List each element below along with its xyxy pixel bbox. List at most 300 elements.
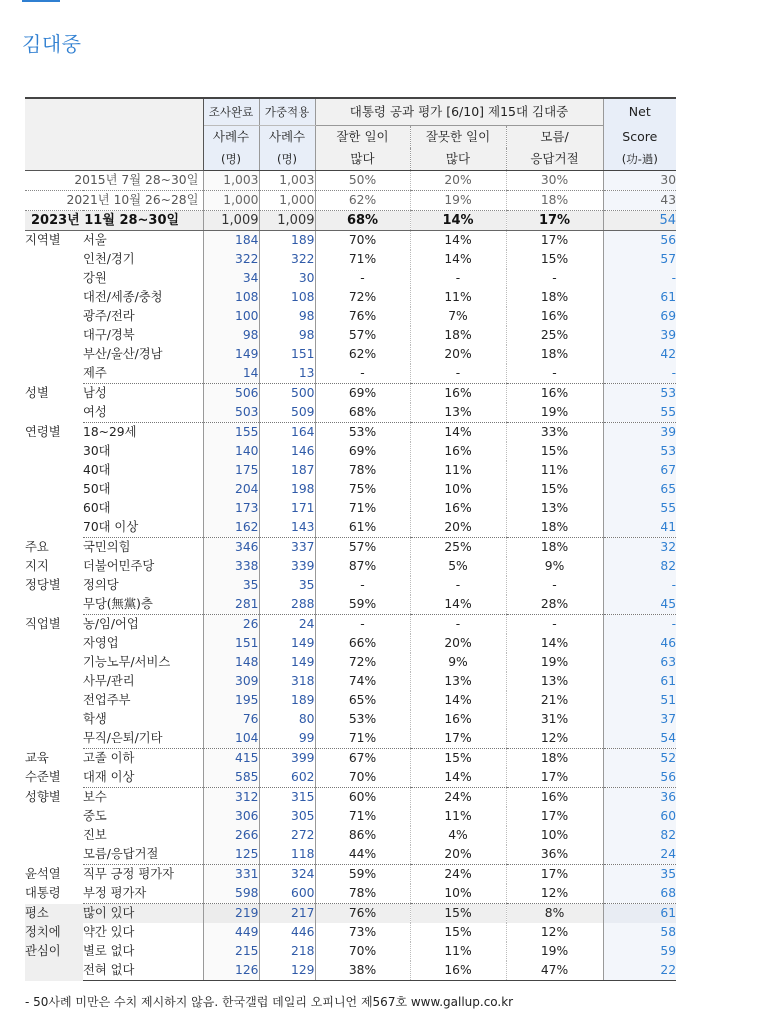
good-pct-cell: 76% — [348, 309, 377, 323]
row-label: 자영업 — [83, 636, 119, 650]
net-score-cell: - — [603, 576, 676, 595]
sample-count-cell: 585 — [203, 768, 259, 788]
net-score-cell: 61 — [603, 288, 676, 307]
good-pct-cell: 73% — [348, 925, 377, 939]
table-row — [25, 615, 676, 635]
table-row — [25, 288, 676, 307]
row-label: 70대 이상 — [83, 518, 203, 538]
group-label — [25, 865, 83, 904]
bad-pct-cell: - — [410, 364, 506, 384]
bad-pct-cell: 15% — [410, 923, 506, 942]
row-label: 진보 — [83, 828, 107, 842]
bad-pct-cell: 10% — [410, 884, 506, 904]
weighted-count-cell: 108 — [259, 288, 315, 307]
weighted-count-cell: 80 — [259, 710, 315, 729]
bad-pct-cell: 14% — [410, 231, 506, 251]
sample-count-cell: 149 — [203, 345, 259, 364]
bad-pct-cell: 20% — [410, 845, 506, 865]
weighted-count-cell: 272 — [259, 826, 315, 845]
header-n-survey-mid: 사례수 — [203, 126, 259, 149]
dk-pct-cell: 16% — [506, 307, 603, 326]
bad-pct-cell: 16% — [410, 710, 506, 729]
group-label — [25, 749, 83, 788]
group-label-line: 수준별 — [25, 769, 61, 784]
dk-pct-cell: 19% — [506, 942, 603, 961]
group-label — [25, 384, 83, 423]
header-bad-2: 많다 — [410, 148, 506, 171]
good-pct-cell: 50% — [315, 171, 410, 191]
good-pct-cell: 86% — [348, 828, 377, 842]
header-label-area — [25, 98, 203, 171]
weighted-count-cell: 322 — [259, 250, 315, 269]
group-label-line: 지지 — [25, 558, 49, 573]
good-pct-cell: 78% — [315, 884, 410, 904]
net-score-cell: 45 — [603, 595, 676, 615]
good-pct-cell: 76% — [315, 904, 410, 924]
table-row — [25, 691, 676, 710]
bad-pct-cell: 14% — [410, 423, 506, 443]
history-period-label: 2021년 10월 26~28일 — [25, 191, 203, 211]
dk-pct-cell: 18% — [506, 288, 603, 307]
header-net-1: Net — [603, 98, 676, 126]
bad-pct-cell: 15% — [410, 904, 506, 924]
sample-count-cell: 306 — [203, 807, 259, 826]
good-pct-cell: 74% — [348, 674, 377, 688]
net-score-cell: 61 — [603, 672, 676, 691]
net-score-cell: 82 — [603, 826, 676, 845]
good-pct-cell: 70% — [348, 233, 377, 247]
weighted-count-cell: 1,003 — [259, 171, 315, 191]
header-dk-1: 모름/ — [506, 126, 603, 149]
table-row — [25, 768, 676, 788]
sample-count-cell: 108 — [203, 288, 259, 307]
bad-pct-cell: 14% — [410, 768, 506, 788]
survey-table — [25, 97, 676, 981]
sample-count-cell: 338 — [203, 557, 259, 576]
sample-count-cell: 26 — [203, 615, 259, 635]
bad-pct-cell: 11% — [410, 288, 506, 307]
sample-count-cell: 155 — [203, 423, 259, 443]
row-label: 전업주부 — [83, 693, 131, 707]
dk-pct-cell: 18% — [506, 518, 603, 538]
bad-pct-cell: 16% — [410, 499, 506, 518]
sample-count-cell: 126 — [203, 961, 259, 981]
weighted-count-cell: 171 — [259, 499, 315, 518]
row-label: 농/임/어업 — [83, 617, 139, 631]
net-score-cell: 32 — [603, 538, 676, 558]
group-label-line: 정당별 — [25, 577, 61, 592]
row-label: 60대 — [83, 501, 111, 515]
weighted-count-cell: 217 — [259, 904, 315, 924]
header-dk-2: 응답거절 — [506, 148, 603, 171]
bad-pct-cell: 20% — [410, 345, 506, 364]
good-pct-cell: 75% — [348, 482, 377, 496]
table-row — [25, 961, 676, 981]
net-score-cell: 51 — [603, 691, 676, 710]
group-label-line: 성향별 — [25, 789, 61, 804]
good-pct-cell: 60% — [348, 790, 377, 804]
bad-pct-cell: 14% — [410, 250, 506, 269]
dk-pct-cell: 17% — [506, 231, 603, 251]
table-row — [25, 749, 676, 769]
net-score-cell: 55 — [603, 499, 676, 518]
net-score-cell: 39 — [603, 423, 676, 443]
header-net-3: (功-過) — [603, 148, 676, 171]
header-n-weight-top: 가중적용 — [259, 98, 315, 126]
bad-pct-cell: 24% — [410, 788, 506, 808]
table-row — [25, 634, 676, 653]
net-score-cell: 55 — [603, 403, 676, 423]
dk-pct-cell: 30% — [506, 171, 603, 191]
total-period-label: 2023년 11월 28~30일 — [25, 211, 203, 231]
table-row — [25, 576, 676, 595]
row-label: 부산/울산/경남 — [83, 347, 163, 361]
dk-pct-cell: 16% — [506, 384, 603, 404]
sample-count-cell: 331 — [203, 865, 259, 885]
good-pct-cell: 61% — [315, 518, 410, 538]
row-label: 인천/경기 — [83, 252, 135, 266]
net-score-cell: 22 — [603, 961, 676, 981]
row-label: 전혀 없다 — [83, 961, 203, 981]
net-score-cell: 63 — [603, 653, 676, 672]
dk-pct-cell: 11% — [506, 461, 603, 480]
row-label: 약간 있다 — [83, 925, 135, 939]
sample-count-cell: 34 — [203, 269, 259, 288]
bad-pct-cell: 16% — [410, 442, 506, 461]
table-row — [25, 499, 676, 518]
net-score-cell: 67 — [603, 461, 676, 480]
net-score-cell: 35 — [603, 865, 676, 885]
dk-pct-cell: 18% — [506, 749, 603, 769]
group-label — [25, 538, 83, 615]
weighted-count-cell: 500 — [259, 384, 315, 404]
net-score-cell: 69 — [603, 307, 676, 326]
bad-pct-cell: - — [410, 269, 506, 288]
good-pct-cell: 65% — [348, 693, 377, 707]
bad-pct-cell: 7% — [410, 307, 506, 326]
table-row — [25, 807, 676, 826]
weighted-count-cell: 98 — [259, 307, 315, 326]
dk-pct-cell: 15% — [506, 480, 603, 499]
dk-pct-cell: 33% — [506, 423, 603, 443]
row-label: 대재 이상 — [83, 768, 203, 788]
bad-pct-cell: 11% — [410, 807, 506, 826]
row-label: 부정 평가자 — [83, 884, 203, 904]
sample-count-cell: 219 — [203, 904, 259, 924]
dk-pct-cell: 18% — [506, 345, 603, 364]
sample-count-cell: 503 — [203, 403, 259, 423]
history-row — [25, 191, 676, 211]
footnote: - 50사례 미만은 수치 제시하지 않음. 한국갤럽 데일리 오피니언 제567호 www.gallup.co.kr — [25, 995, 514, 1009]
weighted-count-cell: 337 — [259, 538, 315, 558]
sample-count-cell: 266 — [203, 826, 259, 845]
total-row — [25, 211, 676, 231]
sample-count-cell: 162 — [203, 518, 259, 538]
bad-pct-cell: 14% — [410, 691, 506, 710]
weighted-count-cell: 198 — [259, 480, 315, 499]
group-label-line: 직업별 — [25, 616, 61, 631]
bad-pct-cell: 20% — [410, 518, 506, 538]
sample-count-cell: 204 — [203, 480, 259, 499]
table-row — [25, 653, 676, 672]
net-score-cell: 36 — [603, 788, 676, 808]
table-body — [25, 171, 676, 981]
bad-pct-cell: 5% — [410, 557, 506, 576]
group-label-line: 관심이 — [25, 943, 61, 958]
weighted-count-cell: 218 — [259, 942, 315, 961]
good-pct-cell: 69% — [348, 386, 377, 400]
dk-pct-cell: 19% — [506, 653, 603, 672]
good-pct-cell: 78% — [348, 463, 377, 477]
good-pct-cell: 68% — [315, 211, 410, 231]
bad-pct-cell: 16% — [410, 961, 506, 981]
dk-pct-cell: - — [506, 269, 603, 288]
weighted-count-cell: 149 — [259, 653, 315, 672]
weighted-count-cell: 509 — [259, 403, 315, 423]
net-score-cell: 24 — [603, 845, 676, 865]
sample-count-cell: 1,000 — [203, 191, 259, 211]
weighted-count-cell: 318 — [259, 672, 315, 691]
group-label-line: 윤석열 — [25, 866, 61, 881]
weighted-count-cell: 339 — [259, 557, 315, 576]
bad-pct-cell: 13% — [410, 403, 506, 423]
bad-pct-cell: 11% — [410, 942, 506, 961]
good-pct-cell: 53% — [348, 712, 377, 726]
dk-pct-cell: 17% — [506, 211, 603, 231]
weighted-count-cell: 305 — [259, 807, 315, 826]
dk-pct-cell: 17% — [506, 865, 603, 885]
good-pct-cell: 62% — [315, 191, 410, 211]
row-label: 학생 — [83, 712, 107, 726]
good-pct-cell: 66% — [348, 636, 377, 650]
row-label: 모름/응답거절 — [83, 845, 203, 865]
table-row — [25, 269, 676, 288]
dk-pct-cell: 21% — [506, 691, 603, 710]
good-pct-cell: 87% — [348, 559, 377, 573]
dk-pct-cell: 8% — [506, 904, 603, 924]
table-row — [25, 442, 676, 461]
row-label: 정의당 — [83, 578, 119, 592]
table-row — [25, 461, 676, 480]
bad-pct-cell: 13% — [410, 672, 506, 691]
dk-pct-cell: 18% — [506, 191, 603, 211]
row-label: 30대 — [83, 444, 111, 458]
sample-count-cell: 415 — [203, 749, 259, 769]
sample-count-cell: 309 — [203, 672, 259, 691]
sample-count-cell: 1,003 — [203, 171, 259, 191]
bad-pct-cell: - — [410, 576, 506, 595]
dk-pct-cell: 13% — [506, 672, 603, 691]
dk-pct-cell: 12% — [506, 923, 603, 942]
dk-pct-cell: 9% — [506, 557, 603, 576]
good-pct-cell: 69% — [348, 444, 377, 458]
good-pct-cell: 59% — [348, 867, 377, 881]
table-row — [25, 538, 676, 558]
table-row — [25, 480, 676, 499]
bad-pct-cell: 16% — [410, 384, 506, 404]
net-score-cell: 68 — [603, 884, 676, 904]
sample-count-cell: 449 — [203, 923, 259, 942]
sample-count-cell: 175 — [203, 461, 259, 480]
row-label: 무당(無黨)층 — [83, 595, 203, 615]
sample-count-cell: 151 — [203, 634, 259, 653]
good-pct-cell: 44% — [315, 845, 410, 865]
net-score-cell: 59 — [603, 942, 676, 961]
dk-pct-cell: 10% — [506, 826, 603, 845]
header-bad-1: 잘못한 일이 — [410, 126, 506, 149]
net-score-cell: 61 — [603, 904, 676, 924]
group-label-line: 교육 — [25, 750, 49, 765]
weighted-count-cell: 324 — [259, 865, 315, 885]
group-label-line: 평소 — [25, 905, 49, 920]
weighted-count-cell: 118 — [259, 845, 315, 865]
group-label — [25, 904, 83, 981]
table-row — [25, 672, 676, 691]
good-pct-cell: 71% — [348, 501, 377, 515]
dk-pct-cell: 16% — [506, 788, 603, 808]
net-score-cell: 56 — [603, 231, 676, 251]
good-pct-cell: - — [360, 617, 365, 631]
table-row — [25, 884, 676, 904]
sample-count-cell: 76 — [203, 710, 259, 729]
weighted-count-cell: 30 — [259, 269, 315, 288]
table-row — [25, 710, 676, 729]
row-label: 더불어민주당 — [83, 559, 155, 573]
table-header — [25, 98, 676, 171]
sample-count-cell: 1,009 — [203, 211, 259, 231]
dk-pct-cell: 17% — [506, 807, 603, 826]
row-label: 무직/은퇴/기타 — [83, 729, 203, 749]
good-pct-cell: 38% — [315, 961, 410, 981]
table-row — [25, 345, 676, 364]
sample-count-cell: 100 — [203, 307, 259, 326]
bad-pct-cell: 17% — [410, 729, 506, 749]
sample-count-cell: 14 — [203, 364, 259, 384]
row-label: 남성 — [83, 386, 107, 400]
good-pct-cell: 59% — [315, 595, 410, 615]
group-label-line: 지역별 — [25, 233, 61, 247]
sample-count-cell: 125 — [203, 845, 259, 865]
bad-pct-cell: 9% — [410, 653, 506, 672]
header-n-survey-top: 조사완료 — [203, 98, 259, 126]
header-n-survey-unit: (명) — [203, 148, 259, 171]
row-label: 국민의힘 — [83, 540, 131, 554]
sample-count-cell: 98 — [203, 326, 259, 345]
weighted-count-cell: 315 — [259, 788, 315, 808]
sample-count-cell: 506 — [203, 384, 259, 404]
group-label-line: 연령별 — [25, 424, 61, 439]
good-pct-cell: 57% — [348, 328, 377, 342]
bad-pct-cell: 19% — [410, 191, 506, 211]
group-label — [25, 615, 83, 749]
table-row — [25, 307, 676, 326]
net-score-cell: - — [603, 615, 676, 635]
bad-pct-cell: 20% — [410, 634, 506, 653]
bad-pct-cell: 11% — [410, 461, 506, 480]
dk-pct-cell: 36% — [506, 845, 603, 865]
net-score-cell: 42 — [603, 345, 676, 364]
bad-pct-cell: - — [410, 615, 506, 635]
sample-count-cell: 173 — [203, 499, 259, 518]
group-label — [25, 788, 83, 865]
weighted-count-cell: 13 — [259, 364, 315, 384]
good-pct-cell: 57% — [348, 540, 377, 554]
table-row — [25, 788, 676, 808]
header-good-2: 많다 — [315, 148, 410, 171]
good-pct-cell: 71% — [348, 809, 377, 823]
sample-count-cell: 104 — [203, 729, 259, 749]
header-n-weight-unit: (명) — [259, 148, 315, 171]
sample-count-cell: 184 — [203, 231, 259, 251]
good-pct-cell: 71% — [348, 252, 377, 266]
sample-count-cell: 346 — [203, 538, 259, 558]
net-score-cell: - — [603, 364, 676, 384]
dk-pct-cell: 14% — [506, 634, 603, 653]
net-score-cell: 30 — [603, 171, 676, 191]
weighted-count-cell: 189 — [259, 691, 315, 710]
sample-count-cell: 148 — [203, 653, 259, 672]
table-row — [25, 845, 676, 865]
weighted-count-cell: 164 — [259, 423, 315, 443]
bad-pct-cell: 14% — [410, 211, 506, 231]
dk-pct-cell: 12% — [506, 884, 603, 904]
weighted-count-cell: 187 — [259, 461, 315, 480]
bad-pct-cell: 25% — [410, 538, 506, 558]
dk-pct-cell: - — [506, 615, 603, 635]
table-row — [25, 364, 676, 384]
good-pct-cell: 53% — [348, 425, 377, 439]
sample-count-cell: 35 — [203, 576, 259, 595]
net-score-cell: 58 — [603, 923, 676, 942]
table-row — [25, 595, 676, 615]
sample-count-cell: 598 — [203, 884, 259, 904]
weighted-count-cell: 288 — [259, 595, 315, 615]
group-label-line: 주요 — [25, 539, 49, 554]
dk-pct-cell: 28% — [506, 595, 603, 615]
table-row — [25, 942, 676, 961]
group-label-line: 성별 — [25, 385, 49, 400]
bad-pct-cell: 20% — [410, 171, 506, 191]
group-label — [25, 423, 83, 538]
dk-pct-cell: 19% — [506, 403, 603, 423]
good-pct-cell: 72% — [348, 290, 377, 304]
net-score-cell: - — [603, 269, 676, 288]
sample-count-cell: 140 — [203, 442, 259, 461]
net-score-cell: 39 — [603, 326, 676, 345]
row-label: 많이 있다 — [83, 904, 203, 924]
weighted-count-cell: 600 — [259, 884, 315, 904]
weighted-count-cell: 189 — [259, 231, 315, 251]
bad-pct-cell: 15% — [410, 749, 506, 769]
dk-pct-cell: 25% — [506, 326, 603, 345]
net-score-cell: 53 — [603, 442, 676, 461]
good-pct-cell: 62% — [348, 347, 377, 361]
net-score-cell: 37 — [603, 710, 676, 729]
table-row — [25, 865, 676, 885]
net-score-cell: 43 — [603, 191, 676, 211]
row-label: 기능노무/서비스 — [83, 655, 171, 669]
dk-pct-cell: 18% — [506, 538, 603, 558]
sample-count-cell: 312 — [203, 788, 259, 808]
net-score-cell: 53 — [603, 384, 676, 404]
weighted-count-cell: 146 — [259, 442, 315, 461]
row-label: 고졸 이하 — [83, 751, 135, 765]
row-label: 강원 — [83, 271, 107, 285]
header-net-2: Score — [603, 126, 676, 149]
table-row — [25, 231, 676, 251]
dk-pct-cell: 12% — [506, 729, 603, 749]
row-label: 직무 긍정 평가자 — [83, 867, 174, 881]
